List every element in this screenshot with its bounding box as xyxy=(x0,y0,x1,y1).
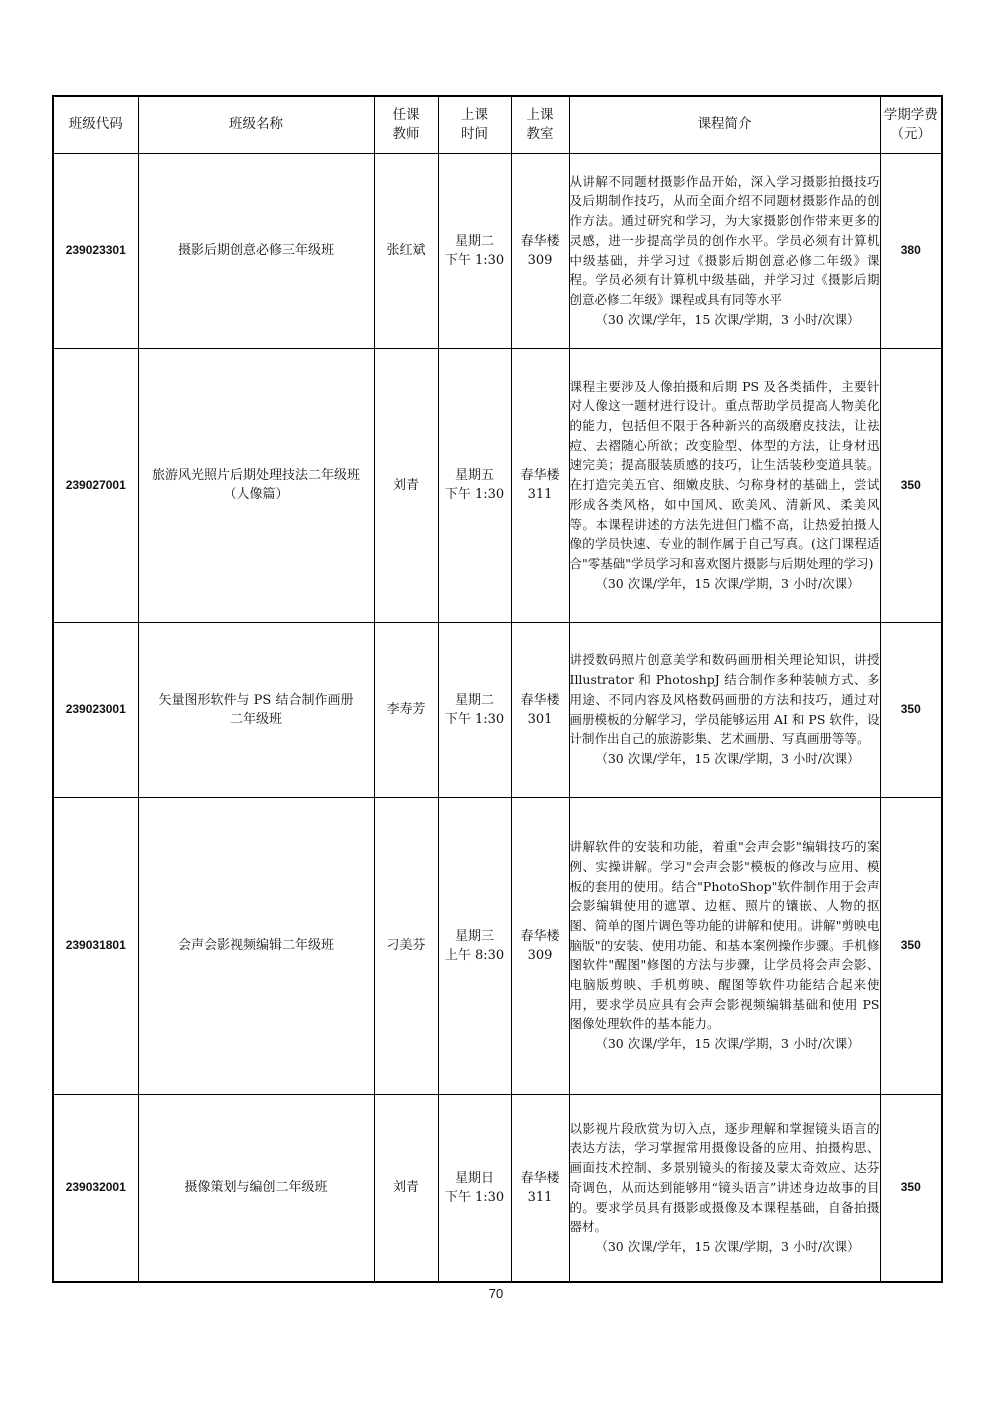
header-teacher: 任课 教师 xyxy=(374,96,438,153)
tuition-fee: 350 xyxy=(880,348,942,622)
class-name: 旅游风光照片后期处理技法二年级班 （人像篇） xyxy=(138,348,374,622)
header-fee: 学期学费 （元） xyxy=(880,96,942,153)
header-time: 上课 时间 xyxy=(438,96,511,153)
course-intro xyxy=(569,797,880,1094)
course-schedule-note: （30 次课/学年，15 次课/学期，3 小时/次课） xyxy=(595,750,860,766)
course-intro xyxy=(569,348,880,622)
course-description: 讲授数码照片创意美学和数码画册相关理论知识，讲授 Illustrator 和 PhotoshpJ 结合制作多种装帧方式、多用途、不同内容及风格数码画册的方法和技巧，通过对画册模板的分解学习，学员能够运用 AI 和 PS 软件，设计制作出自己的旅游影集、艺术画册、写真画册等等。 xyxy=(569,652,880,747)
class-code: 239032001 xyxy=(53,1094,138,1282)
header-intro: 课程简介 xyxy=(569,96,880,153)
course-table xyxy=(52,95,943,1283)
class-code: 239023301 xyxy=(53,153,138,348)
class-name: 摄影后期创意必修三年级班 xyxy=(138,153,374,348)
class-name: 矢量图形软件与 PS 结合制作画册 二年级班 xyxy=(138,622,374,797)
course-intro xyxy=(569,153,880,348)
header-name: 班级名称 xyxy=(138,96,374,153)
classroom: 春华楼 311 xyxy=(511,1094,569,1282)
table-row xyxy=(53,622,942,797)
course-description: 从讲解不同题材摄影作品开始，深入学习摄影拍摄技巧及后期制作技巧，从而全面介绍不同题材摄影作品的创作方法。通过研究和学习，为大家摄影创作带来更多的灵感，进一步提高学员的创作水平。学员必须有计算机中级基础，并学习过《摄影后期创意必修二年级》课程。学员必须有计算机中级基础，并学习过《摄影后期创意必修二年级》课程或具有同等水平 xyxy=(569,173,880,307)
course-schedule-note: （30 次课/学年，15 次课/学期，3 小时/次课） xyxy=(595,575,860,591)
classroom: 春华楼 311 xyxy=(511,348,569,622)
page-number: 70 xyxy=(488,1286,504,1301)
course-schedule-note: （30 次课/学年，15 次课/学期，3 小时/次课） xyxy=(595,1036,860,1052)
course-description: 课程主要涉及人像拍摄和后期 PS 及各类插件，主要针对人像这一题材进行设计。重点帮助学员提高人物美化的能力，包括但不限于各种新兴的高级磨皮技法，让祛痘、去褶随心所欲；改变脸型、体型的方法，让身材迅速完美；提高服装质感的技巧，让生活装秒变道具装。在打造完美五官、细嫩皮肤、匀称身材的基础上，尝试形成各类风格，如中国风、欧美风、清新风、柔美风等。本课程讲述的方法先进但门槛不高，让热爱拍摄人像的学员快速、专业的制作属于自己写真。(这门课程适合"零基础"学员学习和喜欢图片摄影与后期处理的学习) xyxy=(569,378,880,571)
class-time: 星期五 下午 1:30 xyxy=(438,348,511,622)
tuition-fee: 350 xyxy=(880,622,942,797)
course-intro xyxy=(569,622,880,797)
table-row xyxy=(53,1094,942,1282)
course-schedule-note: （30 次课/学年，15 次课/学期，3 小时/次课） xyxy=(595,311,860,327)
class-time: 星期二 下午 1:30 xyxy=(438,153,511,348)
class-time: 星期日 下午 1:30 xyxy=(438,1094,511,1282)
header-room: 上课 教室 xyxy=(511,96,569,153)
classroom: 春华楼 309 xyxy=(511,797,569,1094)
tuition-fee: 350 xyxy=(880,1094,942,1282)
class-name: 会声会影视频编辑二年级班 xyxy=(138,797,374,1094)
table-row xyxy=(53,348,942,622)
class-code: 239027001 xyxy=(53,348,138,622)
header-row xyxy=(53,96,942,153)
class-time: 星期三 上午 8:30 xyxy=(438,797,511,1094)
tuition-fee: 350 xyxy=(880,797,942,1094)
table-row xyxy=(53,153,942,348)
tuition-fee: 380 xyxy=(880,153,942,348)
class-name: 摄像策划与编创二年级班 xyxy=(138,1094,374,1282)
classroom: 春华楼 309 xyxy=(511,153,569,348)
teacher: 刁美芬 xyxy=(374,797,438,1094)
teacher: 刘青 xyxy=(374,348,438,622)
course-intro xyxy=(569,1094,880,1282)
class-code: 239023001 xyxy=(53,622,138,797)
teacher: 刘青 xyxy=(374,1094,438,1282)
class-code: 239031801 xyxy=(53,797,138,1094)
classroom: 春华楼 301 xyxy=(511,622,569,797)
course-description: 以影视片段欣赏为切入点，逐步理解和掌握镜头语言的表达方法，学习掌握常用摄像设备的应用、拍摄构思、画面技术控制、多景别镜头的衔接及蒙太奇效应、达芬奇调色，从而达到能够用“镜头语言”讲述身边故事的目的。要求学员具有摄影或摄像及本课程基础，自备拍摄器材。 xyxy=(569,1120,880,1235)
course-schedule-note: （30 次课/学年，15 次课/学期，3 小时/次课） xyxy=(595,1239,860,1254)
table-row xyxy=(53,797,942,1094)
teacher: 张红斌 xyxy=(374,153,438,348)
header-code: 班级代码 xyxy=(53,96,138,153)
teacher: 李寿芳 xyxy=(374,622,438,797)
course-description: 讲解软件的安装和功能，着重"会声会影"编辑技巧的案例、实操讲解。学习"会声会影"模板的修改与应用、模板的套用的使用。结合"PhotoShop"软件制作用于会声会影编辑使用的遮罩、边框、照片的镶嵌、人物的抠图、简单的图片调色等功能的讲解和使用。讲解"剪映电脑版"的安装、使用功能、和基本案例操作步骤。手机修图软件"醒图"修图的方法与步骤，让学员将会声会影、电脑版剪映、手机剪映、醒图等软件功能结合起来使用，要求学员应具有会声会影视频编辑基础和使用 PS 图像处理软件的基本能力。 xyxy=(569,839,880,1032)
class-time: 星期二 下午 1:30 xyxy=(438,622,511,797)
